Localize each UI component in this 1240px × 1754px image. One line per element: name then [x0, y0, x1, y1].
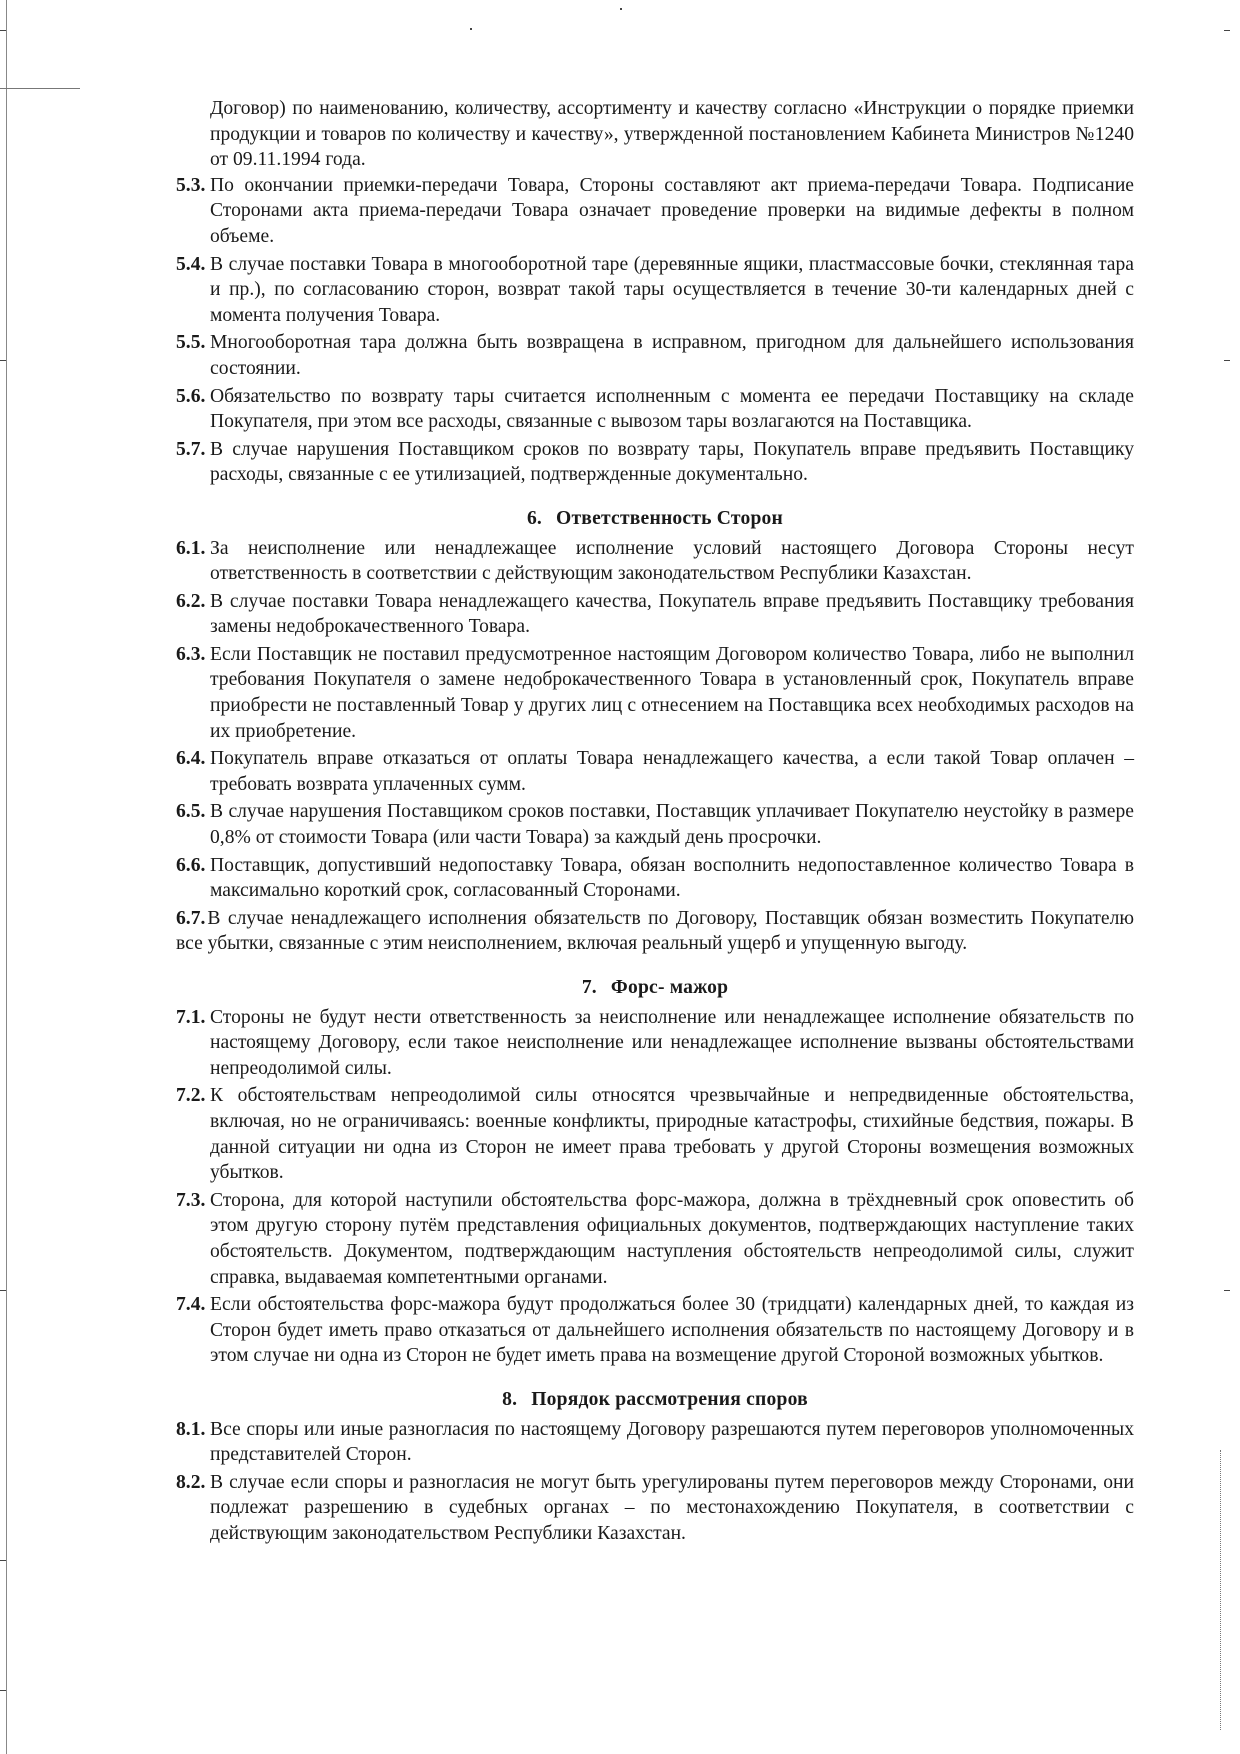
- clause-5-7: [176, 437, 1134, 488]
- clause-text: За неисполнение или ненадлежащее исполнение условий настоящего Договора Стороны несут ответственность в соответствии с действующим законодательством Республики Казахстан.: [210, 537, 1134, 585]
- clause-text: К обстоятельствам непреодолимой силы относятся чрезвычайные и непредвиденные обстоятельства, включая, но не ограничиваясь: военные конфликты, природные катастрофы, стихийные бедствия, пожары. В данной ситуации ни одна из Сторон не имеет права требовать у другой Стороны возмещения возможных убытков.: [210, 1085, 1134, 1184]
- clause-number: 5.5.: [176, 332, 206, 354]
- clause-text: В случае нарушения Поставщиком сроков поставки, Поставщик уплачивает Покупателю неустойку в размере 0,8% от стоимости Товара (или части Товара) за каждый день просрочки.: [210, 801, 1134, 849]
- right-dotted-line: [1220, 1450, 1221, 1730]
- clause-text: Стороны не будут нести ответственность за неисполнение или ненадлежащее исполнение обязательств по настоящему Договору, если такое неисполнение или ненадлежащее исполнение вызваны обстоятельствами непреодолимой силы.: [210, 1006, 1134, 1079]
- top-dot: [470, 28, 472, 30]
- clause-text: В случае ненадлежащего исполнения обязательств по Договору, Поставщик обязан возместить Покупателю все убытки, связанные с этим неисполнением, включая реальный ущерб и упущенную выгоду.: [176, 907, 1134, 955]
- clause-number: 7.3.: [176, 1189, 206, 1211]
- right-tick: [1224, 30, 1230, 31]
- left-tick: [0, 360, 6, 361]
- clause-5-6: [176, 384, 1134, 435]
- clause-number: 7.4.: [176, 1294, 206, 1316]
- clause-text: Покупатель вправе отказаться от оплаты Товара ненадлежащего качества, а если такой Товар оплачен – требовать возврата уплаченных сумм.: [210, 748, 1134, 795]
- section-number: 8.: [502, 1388, 518, 1410]
- clause-text: В случае поставки Товара ненадлежащего качества, Покупатель вправе предъявить Поставщику требования замены недоброкачественного Товара.: [210, 590, 1134, 638]
- clause-number: 5.7.: [176, 438, 206, 460]
- clause-number: 5.4.: [176, 253, 206, 275]
- document-body: [176, 96, 1134, 1548]
- clause-text: Сторона, для которой наступили обстоятельства форс-мажора, должна в трёхдневный срок оповестить об этом другую сторону путём представления официальных документов, подтверждающих наступление таких обстоятельств. Документом, подтверждающим наступления обстоятельств непреодолимой силы, служит справка, выдаваемая компетентными органами.: [210, 1189, 1134, 1288]
- clause-6-5: [176, 799, 1134, 850]
- left-binding-line: [6, 0, 7, 1754]
- right-tick: [1224, 360, 1230, 361]
- clause-5-4: [176, 252, 1134, 329]
- left-tick: [0, 30, 6, 31]
- section-title: Порядок рассмотрения споров: [531, 1388, 808, 1410]
- clause-6-4: [176, 746, 1134, 797]
- clause-7-1: [176, 1005, 1134, 1082]
- clause-text: По окончании приемки-передачи Товара, Стороны составляют акт приема-передачи Товара. Подписание Сторонами акта приема-передачи Товара означает проведение проверки на видимые дефекты в полном объеме.: [210, 174, 1134, 247]
- clause-number: 6.7.: [176, 907, 206, 929]
- top-rule: [0, 88, 80, 89]
- clause-number: 8.2.: [176, 1471, 206, 1493]
- clause-text: Если Поставщик не поставил предусмотренное настоящим Договором количество Товара, либо не выполнил требования Покупателя о замене недоброкачественного Товара в установленный срок, Покупатель вправе приобрести не поставленный Товар у других лиц с отнесением на Поставщика всех необходимых расходов на их приобретение.: [210, 643, 1134, 742]
- clause-text: Многооборотная тара должна быть возвращена в исправном, пригодном для дальнейшего использования состоянии.: [210, 332, 1134, 379]
- clause-6-3: [176, 642, 1134, 744]
- section-8-heading: [176, 1387, 1134, 1413]
- clause-text: В случае если споры и разногласия не могут быть урегулированы путем переговоров между Сторонами, они подлежат разрешению в судебных органах – по местонахождению Покупателя, в соответствии с действующим законодательством Республики Казахстан.: [210, 1471, 1134, 1544]
- clause-7-3: [176, 1188, 1134, 1290]
- section-7-heading: [176, 975, 1134, 1001]
- clause-number: 5.6.: [176, 385, 206, 407]
- clause-text: В случае поставки Товара в многооборотной таре (деревянные ящики, пластмассовые бочки, стеклянная тара и пр.), по согласованию сторон, возврат такой тары осуществляется в течение 30-ти календарных дней с момента получения Товара.: [210, 253, 1134, 326]
- clause-8-2: [176, 1470, 1134, 1547]
- clause-text: В случае нарушения Поставщиком сроков по возврату тары, Покупатель вправе предъявить Поставщику расходы, связанные с ее утилизацией, подтвержденные документально.: [210, 438, 1134, 486]
- section-title: Ответственность Сторон: [556, 507, 784, 529]
- clause-number: 7.2.: [176, 1085, 206, 1107]
- right-tick: [1224, 1290, 1230, 1291]
- left-tick: [0, 1290, 6, 1291]
- clause-7-2: [176, 1083, 1134, 1185]
- clause-number: 6.6.: [176, 854, 206, 876]
- top-dot: [620, 8, 622, 10]
- clause-number: 6.4.: [176, 748, 206, 770]
- clause-number: 6.3.: [176, 643, 206, 665]
- section-number: 7.: [581, 977, 597, 998]
- left-tick: [0, 1560, 6, 1561]
- clause-6-6: [176, 853, 1134, 904]
- section-title: Форс- мажор: [610, 977, 729, 998]
- clause-number: 6.1.: [176, 537, 206, 559]
- continuation-paragraph: Договор) по наименованию, количеству, ассортименту и качеству согласно «Инструкции о порядке приемки продукции и товаров по количеству и качеству», утвержденной постановлением Кабинета Министров №1240 от 09.11.1994 года.: [210, 98, 1134, 171]
- clause-8-1: [176, 1417, 1134, 1468]
- clause-text: Обязательство по возврату тары считается исполненным с момента ее передачи Поставщику на складе Покупателя, при этом все расходы, связанные с вывозом тары возлагаются на Поставщика.: [210, 385, 1134, 433]
- clause-5-3: [176, 173, 1134, 250]
- clause-7-4: [176, 1292, 1134, 1369]
- section-number: 6.: [526, 507, 543, 529]
- clause-text: Все споры или иные разногласия по настоящему Договору разрешаются путем переговоров уполномоченных представителей Сторон.: [210, 1418, 1134, 1466]
- clause-6-1: [176, 536, 1134, 587]
- clause-number: 6.2.: [176, 590, 206, 612]
- clause-number: 8.1.: [176, 1418, 206, 1440]
- clause-6-2: [176, 589, 1134, 640]
- section-6-heading: [176, 506, 1134, 532]
- clause-text: Если обстоятельства форс-мажора будут продолжаться более 30 (тридцати) календарных дней, то каждая из Сторон будет иметь право отказаться от дальнейшего исполнения обязательств по настоящему Договору и в этом случае ни одна из Сторон не будет иметь права на возмещение другой Стороной возможных убытков.: [210, 1294, 1134, 1367]
- clause-text: Поставщик, допустивший недопоставку Товара, обязан восполнить недопоставленное количество Товара в максимально короткий срок, согласованный Сторонами.: [210, 854, 1134, 902]
- left-tick: [0, 1690, 6, 1691]
- clause-number: 7.1.: [176, 1006, 206, 1028]
- clause-number: 5.3.: [176, 174, 206, 196]
- clause-5-5: [176, 330, 1134, 381]
- clause-number: 6.5.: [176, 801, 206, 823]
- clause-6-7: [176, 906, 1134, 957]
